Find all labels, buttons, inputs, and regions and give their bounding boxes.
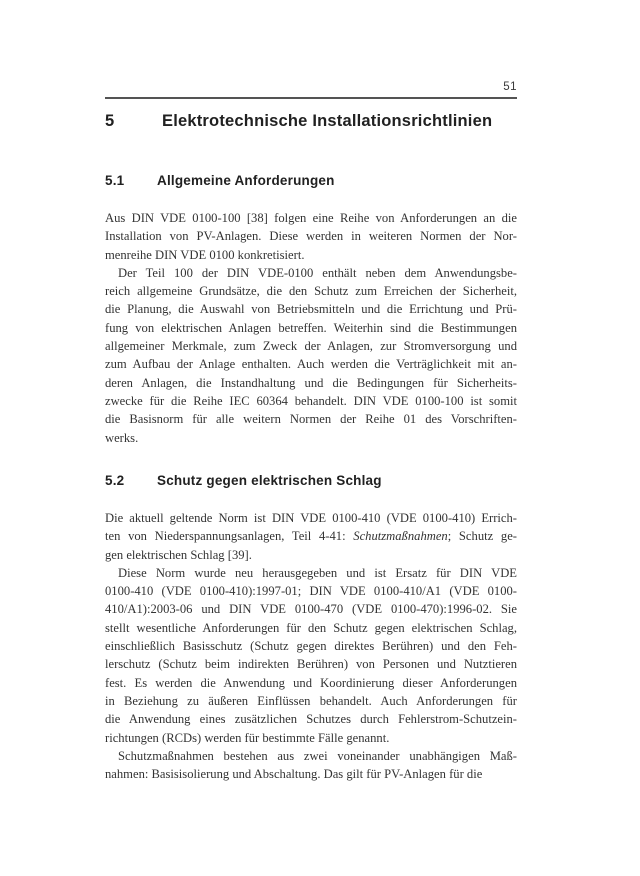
text-line: 410/A1):2003-06 und DIN VDE 0100-470 (VDE 0100-470):1996-02. Sie bbox=[105, 602, 517, 617]
text-line: stellt wesentliche Anforderungen für den Schutz gegen elektrischen Schlag, bbox=[105, 620, 517, 635]
text-line: reich allgemeine Grundsätze, die den Schutz zum Erreichen der Sicherheit, bbox=[105, 284, 517, 299]
section-heading-5-2 bbox=[105, 473, 540, 488]
text-line: nahmen: Basisisolierung und Abschaltung. Das gilt für PV-Anlagen für die bbox=[105, 767, 483, 782]
text-line: deren Anlagen, die Instandhaltung und die Bedingungen für Sicherheits- bbox=[105, 375, 517, 390]
text-line: Diese Norm wurde neu herausgegeben und ist Ersatz für DIN VDE bbox=[118, 565, 517, 580]
section-number: 5.1 bbox=[105, 173, 125, 188]
text-line: Schutzmaßnahmen bestehen aus zwei voneinander unabhängigen Maß- bbox=[118, 748, 517, 763]
paragraph bbox=[105, 209, 517, 264]
text-line: fung von elektrischen Anlagen betreffen. Weiterhin sind die Bestimmungen bbox=[105, 320, 517, 335]
paragraph bbox=[105, 509, 517, 564]
section-title: Allgemeine Anforderungen bbox=[157, 173, 335, 188]
text-line: einschließlich Basisschutz (Schutz gegen direktes Berühren) und den Feh- bbox=[105, 639, 517, 654]
section-title: Schutz gegen elektrischen Schlag bbox=[157, 473, 382, 488]
section-body-5-2 bbox=[105, 509, 517, 783]
text-line: allgemeiner Merkmale, zum Zweck der Anlagen, zur Stromversorgung und bbox=[105, 339, 517, 354]
text-line: richtungen (RCDs) werden für bestimmte Fälle genannt. bbox=[105, 730, 390, 745]
text-line: die Planung, die Auswahl von Betriebsmitteln und die Errichtung und Prü- bbox=[105, 302, 517, 317]
paragraph bbox=[105, 747, 517, 784]
text-line: 0100-410 (VDE 0100-410):1997-01; DIN VDE 0100-410/A1 (VDE 0100- bbox=[105, 584, 517, 599]
text-line: Installation von PV-Anlagen. Diese werden in weiteren Normen der Nor- bbox=[105, 229, 517, 244]
text-line: werks. bbox=[105, 430, 139, 445]
chapter-number: 5 bbox=[105, 112, 115, 130]
section-number: 5.2 bbox=[105, 473, 125, 488]
section-body-5-1 bbox=[105, 209, 517, 447]
text-line: in Beziehung zu äußeren Einflüssen behandelt. Auch Anforderungen für bbox=[105, 693, 517, 708]
text-line: fest. Es werden die Anwendung und Koordinierung dieser Anforderungen bbox=[105, 675, 517, 690]
section-heading-5-1 bbox=[105, 173, 540, 188]
text-line: die Basisnorm für alle weitern Normen der Reihe 01 des Vorschriften- bbox=[105, 412, 517, 427]
text-line: zwecke für die Reihe IEC 60364 behandelt. DIN VDE 0100-100 ist somit bbox=[105, 393, 517, 408]
text-line: gen elektrischen Schlag [39]. bbox=[105, 547, 252, 562]
text-line: zum Aufbau der Anlage enthalten. Auch werden die Verträglichkeit mit an- bbox=[105, 357, 517, 372]
text-line: die Anwendung eines zusätzlichen Schutzes durch Fehlerstrom-Schutzein- bbox=[105, 712, 517, 727]
paragraph bbox=[105, 264, 517, 447]
chapter-title: Elektrotechnische Installationsrichtlinien bbox=[162, 112, 493, 130]
text-line: lerschutz (Schutz beim indirekten Berühren) von Personen und Nutztieren bbox=[105, 657, 517, 672]
header-rule bbox=[105, 97, 517, 99]
page-number: 51 bbox=[503, 81, 517, 93]
text-line: ten von Niederspannungsanlagen, Teil 4-41: Schutzmaßnahmen; Schutz ge- bbox=[105, 529, 517, 544]
text-line: Der Teil 100 der DIN VDE-0100 enthält neben dem Anwendungsbe- bbox=[118, 265, 517, 280]
text-line: menreihe DIN VDE 0100 konkretisiert. bbox=[105, 247, 305, 262]
chapter-heading bbox=[105, 112, 540, 131]
text-line: Die aktuell geltende Norm ist DIN VDE 0100-410 (VDE 0100-410) Errich- bbox=[105, 511, 517, 525]
text-line: Aus DIN VDE 0100-100 [38] folgen eine Reihe von Anforderungen an die bbox=[105, 211, 517, 225]
paragraph bbox=[105, 564, 517, 747]
